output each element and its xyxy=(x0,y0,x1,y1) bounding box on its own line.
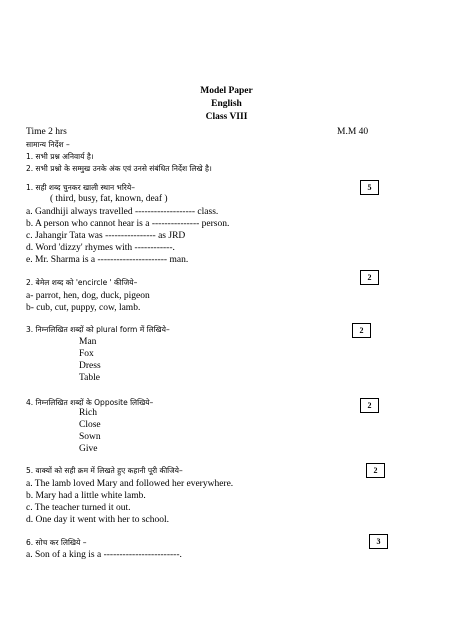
q1-item-b: b. A person who cannot hear is a --------------- person. xyxy=(26,219,230,229)
instruction-1: 1. सभी प्रश्न अनिवार्य है। xyxy=(26,152,94,161)
q1-item-c: c. Jahangir Tata was ---------------- as JRD xyxy=(26,231,186,241)
q2-item-b: b- cub, cut, puppy, cow, lamb. xyxy=(26,303,141,313)
q5-marks-box: 2 xyxy=(366,463,385,478)
q2-marks-box: 2 xyxy=(360,270,379,285)
q3-word: Man xyxy=(79,337,97,347)
time-label: Time 2 hrs xyxy=(26,127,67,137)
q1-marks-box: 5 xyxy=(360,180,379,195)
q5-prompt: 5. वाक्यों को सही क्रम में लिखते हुए कहानी पूरी कीजिये– xyxy=(26,466,183,475)
q6-item-a: a. Son of a king is a ------------------------. xyxy=(26,550,182,560)
q6-marks-box: 3 xyxy=(369,534,388,549)
instruction-2: 2. सभी प्रश्नो के सम्मुख उनके अंक एवं उनसे संबंधित निर्देश लिखे है। xyxy=(26,164,212,173)
q3-word: Table xyxy=(79,373,100,383)
max-marks-label: M.M 40 xyxy=(337,127,369,137)
q2-prompt: 2. बेमेल शब्द को 'encircle ' कीजिये– xyxy=(26,278,138,287)
q4-word: Give xyxy=(79,444,98,454)
q1-options: ( third, busy, fat, known, deaf ) xyxy=(50,194,168,204)
q3-prompt: 3. निम्नलिखित शब्दों को plural form में लिखिये– xyxy=(26,325,170,334)
q5-item-d: d. One day it went with her to school. xyxy=(26,515,170,525)
q1-item-a: a. Gandhiji always travelled ------------------- class. xyxy=(26,207,219,217)
q3-word: Fox xyxy=(79,349,94,359)
q4-word: Close xyxy=(79,420,101,430)
q3-marks-box: 2 xyxy=(352,323,371,338)
q1-prompt: 1. सही शब्द चुनकर खाली स्थान भरिये– xyxy=(26,183,135,192)
instructions-heading: सामान्य निर्देश – xyxy=(26,140,70,149)
q4-word: Rich xyxy=(79,408,97,418)
q4-word: Sown xyxy=(79,432,101,442)
q4-prompt: 4. निम्नलिखित शब्दों के Opposite लिखिये– xyxy=(26,398,154,407)
q6-prompt: 6. सोच कर लिखिये – xyxy=(26,538,87,547)
q4-marks-box: 2 xyxy=(360,398,379,413)
q1-item-e: e. Mr. Sharma is a ---------------------- man. xyxy=(26,255,189,265)
q5-item-c: c. The teacher turned it out. xyxy=(26,503,131,513)
q2-item-a: a- parrot, hen, dog, duck, pigeon xyxy=(26,291,150,301)
q5-item-b: b. Mary had a little white lamb. xyxy=(26,491,146,501)
q1-item-d: d. Word 'dizzy' rhymes with ------------. xyxy=(26,243,175,253)
paper-title: Model Paper xyxy=(200,86,253,96)
paper-class: Class VIII xyxy=(205,112,248,122)
q5-item-a: a. The lamb loved Mary and followed her everywhere. xyxy=(26,479,234,489)
q3-word: Dress xyxy=(79,361,101,371)
paper-subject: English xyxy=(211,99,242,109)
